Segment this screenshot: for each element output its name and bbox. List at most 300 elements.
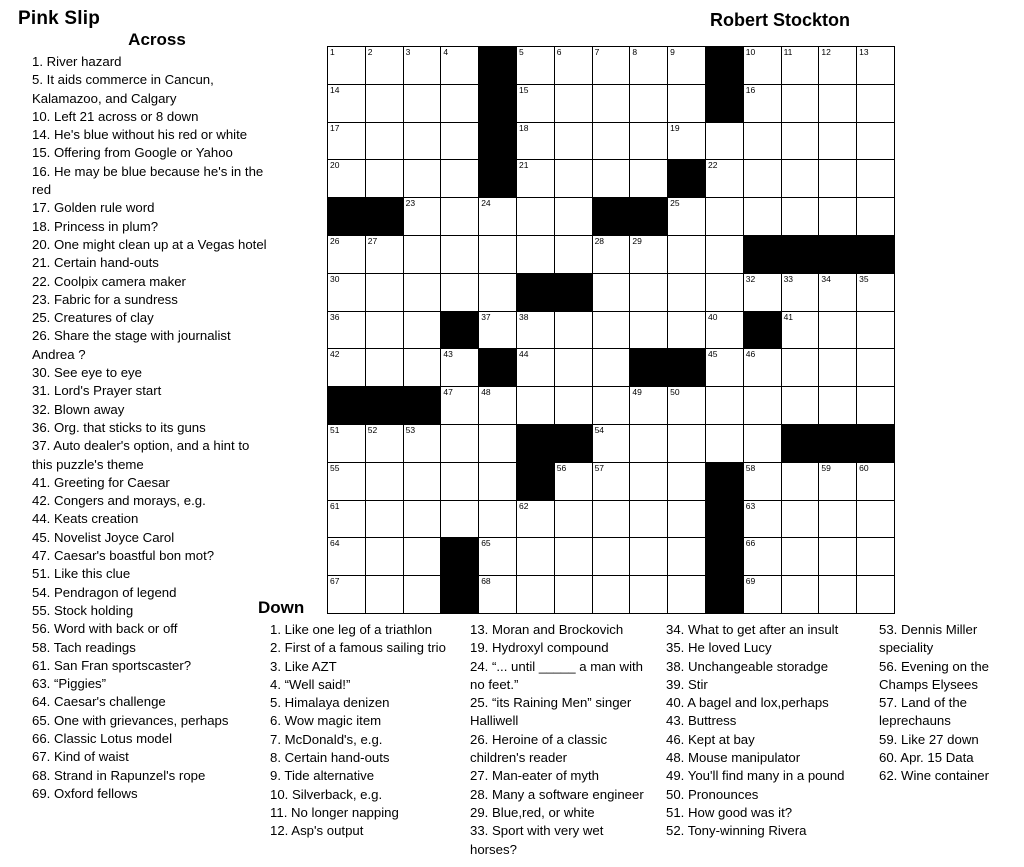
grid-cell[interactable]	[781, 538, 819, 576]
grid-cell-number: 17	[330, 122, 340, 133]
down-clue: 40. A bagel and lox,perhaps	[666, 695, 829, 711]
across-clue: 37. Auto dealer's option, and a hint to this puzzle's theme	[32, 438, 250, 472]
grid-cell[interactable]	[819, 500, 857, 538]
grid-cell[interactable]	[516, 311, 554, 349]
grid-cell[interactable]	[403, 235, 441, 273]
grid-cell[interactable]	[668, 273, 706, 311]
grid-cell[interactable]	[441, 349, 479, 387]
grid-cell[interactable]	[328, 273, 366, 311]
across-clue: 1. River hazard	[32, 54, 122, 69]
grid-cell-number: 40	[707, 311, 718, 322]
grid-cell[interactable]	[781, 500, 819, 538]
grid-cell[interactable]	[819, 387, 857, 425]
grid-cell[interactable]	[516, 500, 554, 538]
grid-cell[interactable]	[365, 235, 403, 273]
grid-cell[interactable]	[743, 84, 781, 122]
grid-cell-number: 68	[481, 576, 491, 587]
grid-cell-number: 20	[330, 160, 340, 171]
down-clue: 59. Like 27 down	[879, 731, 979, 747]
grid-cell[interactable]	[857, 198, 895, 236]
down-clue: 56. Evening on the Champs Elysees	[879, 658, 989, 692]
grid-cell[interactable]	[328, 424, 366, 462]
down-clue: 43. Buttress	[666, 713, 737, 729]
across-clue: 22. Coolpix camera maker	[32, 273, 186, 289]
down-clue: 5. Himalaya denizen	[270, 695, 390, 711]
grid-block-cell	[705, 462, 743, 500]
grid-block-cell	[479, 122, 517, 160]
grid-cell-number: 33	[783, 273, 794, 284]
grid-block-cell	[781, 235, 819, 273]
grid-cell[interactable]	[479, 311, 517, 349]
grid-cell[interactable]	[592, 235, 630, 273]
across-clue: 14. He's blue without his red or white	[32, 127, 248, 143]
grid-cell[interactable]	[516, 47, 554, 85]
across-clue: 36. Org. that sticks to its guns	[32, 419, 206, 435]
grid-cell-number: 16	[745, 84, 756, 95]
grid-cell-number: 32	[745, 273, 756, 284]
grid-cell[interactable]	[479, 462, 517, 500]
grid-cell[interactable]	[479, 500, 517, 538]
down-clue: 25. “its Raining Men” singer Halliwell	[470, 695, 632, 729]
grid-cell[interactable]	[516, 198, 554, 236]
grid-cell[interactable]	[819, 160, 857, 198]
grid-cell[interactable]	[403, 311, 441, 349]
grid-block-cell	[743, 235, 781, 273]
across-clue: 44. Keats creation	[32, 511, 139, 527]
grid-cell[interactable]	[441, 198, 479, 236]
grid-cell[interactable]	[328, 84, 366, 122]
grid-cell[interactable]	[403, 462, 441, 500]
grid-cell-number: 53	[405, 424, 416, 435]
down-clue: 33. Sport with very wet horses?	[470, 823, 604, 857]
grid-cell[interactable]	[403, 538, 441, 576]
grid-cell-number: 62	[518, 500, 529, 511]
grid-cell[interactable]	[668, 500, 706, 538]
grid-cell-number: 47	[443, 387, 453, 398]
down-clue: 57. Land of the leprechauns	[879, 695, 967, 729]
grid-cell[interactable]	[592, 311, 630, 349]
grid-cell[interactable]	[630, 500, 668, 538]
grid-cell[interactable]	[516, 538, 554, 576]
grid-cell-number: 10	[745, 47, 756, 57]
grid-row	[328, 47, 895, 85]
grid-cell[interactable]	[630, 47, 668, 85]
grid-cell[interactable]	[668, 84, 706, 122]
grid-cell[interactable]	[668, 122, 706, 160]
grid-cell[interactable]	[857, 387, 895, 425]
grid-cell[interactable]	[592, 462, 630, 500]
grid-cell[interactable]	[668, 198, 706, 236]
grid-cell[interactable]	[365, 424, 403, 462]
grid-cell[interactable]	[630, 84, 668, 122]
grid-cell[interactable]	[857, 349, 895, 387]
grid-cell[interactable]	[554, 160, 592, 198]
grid-cell[interactable]	[441, 122, 479, 160]
grid-cell[interactable]	[743, 538, 781, 576]
grid-row	[328, 160, 895, 198]
grid-cell-number: 14	[330, 84, 340, 95]
down-clues-section	[258, 598, 1018, 859]
grid-cell[interactable]	[592, 500, 630, 538]
across-clue: 5. It aids commerce in Cancun, Kalamazoo, and Calgary	[32, 72, 214, 106]
down-clue: 60. Apr. 15 Data	[879, 750, 974, 766]
grid-cell[interactable]	[705, 235, 743, 273]
grid-cell[interactable]	[441, 500, 479, 538]
grid-cell-number: 13	[859, 47, 869, 57]
grid-cell[interactable]	[403, 160, 441, 198]
grid-cell[interactable]	[403, 500, 441, 538]
grid-cell[interactable]	[592, 160, 630, 198]
grid-cell[interactable]	[441, 462, 479, 500]
grid-cell-number: 25	[670, 198, 680, 209]
grid-cell[interactable]	[365, 122, 403, 160]
grid-cell-number: 42	[330, 349, 340, 360]
down-clue: 46. Kept at bay	[666, 731, 755, 747]
grid-block-cell	[479, 160, 517, 198]
grid-cell[interactable]	[516, 387, 554, 425]
grid-cell[interactable]	[630, 160, 668, 198]
down-clue: 51. How good was it?	[666, 804, 793, 820]
down-clue: 7. McDonald's, e.g.	[270, 731, 383, 747]
grid-cell-number: 58	[745, 462, 756, 473]
across-clue: 66. Classic Lotus model	[32, 730, 173, 746]
grid-cell[interactable]	[479, 235, 517, 273]
grid-cell[interactable]	[743, 387, 781, 425]
grid-cell[interactable]	[328, 47, 366, 85]
grid-cell[interactable]	[857, 538, 895, 576]
grid-cell[interactable]	[516, 235, 554, 273]
grid-cell[interactable]	[403, 273, 441, 311]
grid-cell[interactable]	[857, 500, 895, 538]
grid-cell[interactable]	[781, 349, 819, 387]
grid-row	[328, 84, 895, 122]
grid-cell[interactable]	[743, 198, 781, 236]
grid-cell[interactable]	[441, 84, 479, 122]
grid-cell[interactable]	[554, 235, 592, 273]
grid-cell-number: 48	[481, 387, 491, 398]
grid-cell[interactable]	[857, 462, 895, 500]
grid-row	[328, 462, 895, 500]
grid-block-cell	[479, 349, 517, 387]
down-clue: 19. Hydroxyl compound	[470, 640, 609, 656]
grid-cell[interactable]	[441, 387, 479, 425]
grid-cell[interactable]	[857, 160, 895, 198]
grid-cell[interactable]	[819, 538, 857, 576]
grid-cell-number: 41	[783, 311, 794, 322]
grid-row	[328, 500, 895, 538]
grid-cell[interactable]	[781, 198, 819, 236]
grid-cell[interactable]	[630, 235, 668, 273]
grid-cell[interactable]	[781, 47, 819, 85]
grid-cell[interactable]	[668, 47, 706, 85]
grid-cell[interactable]	[668, 424, 706, 462]
grid-cell[interactable]	[365, 47, 403, 85]
across-clue: 55. Stock holding	[32, 602, 134, 618]
grid-block-cell	[705, 500, 743, 538]
grid-block-cell	[365, 387, 403, 425]
grid-cell[interactable]	[592, 273, 630, 311]
grid-cell[interactable]	[554, 122, 592, 160]
grid-cell[interactable]	[668, 462, 706, 500]
grid-cell[interactable]	[781, 387, 819, 425]
grid-cell[interactable]	[781, 311, 819, 349]
grid-cell[interactable]	[441, 424, 479, 462]
grid-cell[interactable]	[857, 122, 895, 160]
down-clue: 12. Asp's output	[270, 823, 364, 839]
down-clue: 1. Like one leg of a triathlon	[270, 622, 433, 637]
across-clue: 61. San Fran sportscaster?	[32, 657, 192, 673]
grid-block-cell	[441, 538, 479, 576]
grid-cell[interactable]	[365, 538, 403, 576]
grid-cell[interactable]	[857, 47, 895, 85]
grid-row	[328, 387, 895, 425]
across-clues-section	[18, 30, 268, 803]
grid-cell[interactable]	[705, 311, 743, 349]
grid-block-cell	[479, 47, 517, 85]
grid-cell-number: 55	[330, 462, 340, 473]
grid-cell[interactable]	[328, 122, 366, 160]
grid-block-cell	[554, 273, 592, 311]
grid-cell[interactable]	[705, 273, 743, 311]
grid-cell-number: 43	[443, 349, 453, 360]
grid-cell[interactable]	[328, 311, 366, 349]
grid-cell[interactable]	[705, 424, 743, 462]
grid-row	[328, 424, 895, 462]
grid-cell[interactable]	[630, 538, 668, 576]
grid-cell-number: 63	[745, 500, 756, 511]
grid-cell[interactable]	[479, 198, 517, 236]
grid-block-cell	[403, 387, 441, 425]
grid-cell[interactable]	[705, 160, 743, 198]
grid-cell[interactable]	[365, 84, 403, 122]
across-clue: 69. Oxford fellows	[32, 785, 138, 801]
grid-cell[interactable]	[554, 349, 592, 387]
grid-cell[interactable]	[705, 349, 743, 387]
grid-cell[interactable]	[857, 311, 895, 349]
grid-cell[interactable]	[592, 47, 630, 85]
grid-cell[interactable]	[403, 349, 441, 387]
down-clue: 49. You'll find many in a pound	[666, 768, 845, 784]
grid-cell-number: 26	[330, 235, 340, 246]
grid-cell-number: 46	[745, 349, 756, 360]
grid-cell[interactable]	[743, 462, 781, 500]
grid-cell[interactable]	[365, 160, 403, 198]
grid-cell[interactable]	[365, 462, 403, 500]
grid-cell[interactable]	[403, 122, 441, 160]
grid-cell[interactable]	[328, 349, 366, 387]
grid-cell[interactable]	[554, 538, 592, 576]
grid-cell[interactable]	[554, 84, 592, 122]
grid-cell[interactable]	[819, 349, 857, 387]
grid-cell[interactable]	[630, 424, 668, 462]
crossword-grid-table[interactable]	[327, 46, 895, 614]
grid-block-cell	[441, 311, 479, 349]
grid-cell[interactable]	[365, 500, 403, 538]
grid-row	[328, 122, 895, 160]
grid-cell[interactable]	[403, 47, 441, 85]
across-clue: 15. Offering from Google or Yahoo	[32, 145, 233, 161]
across-clue: 58. Tach readings	[32, 639, 136, 655]
grid-cell[interactable]	[668, 311, 706, 349]
grid-cell-number: 65	[481, 538, 491, 549]
grid-block-cell	[516, 462, 554, 500]
grid-cell[interactable]	[328, 160, 366, 198]
grid-cell-number: 2	[367, 47, 373, 57]
down-clue: 39. Stir	[666, 676, 708, 692]
grid-cell[interactable]	[592, 122, 630, 160]
grid-cell[interactable]	[630, 273, 668, 311]
grid-cell-number: 61	[330, 500, 340, 511]
grid-block-cell	[819, 235, 857, 273]
across-clue: 16. He may be blue because he's in the red	[32, 163, 264, 198]
grid-cell[interactable]	[781, 122, 819, 160]
grid-cell[interactable]	[781, 84, 819, 122]
grid-cell[interactable]	[441, 160, 479, 198]
across-clue: 31. Lord's Prayer start	[32, 383, 162, 399]
grid-cell[interactable]	[592, 424, 630, 462]
grid-cell[interactable]	[479, 273, 517, 311]
grid-cell-number: 67	[330, 576, 340, 587]
grid-cell[interactable]	[819, 198, 857, 236]
down-clue: 6. Wow magic item	[270, 713, 382, 729]
grid-cell[interactable]	[592, 84, 630, 122]
grid-cell[interactable]	[592, 387, 630, 425]
grid-cell-number: 60	[859, 462, 869, 473]
grid-block-cell	[781, 424, 819, 462]
grid-cell[interactable]	[630, 387, 668, 425]
grid-cell-number: 24	[481, 198, 491, 209]
across-clue: 32. Blown away	[32, 401, 125, 417]
grid-cell-number: 37	[481, 311, 491, 322]
down-clue-column	[258, 621, 458, 859]
grid-cell[interactable]	[743, 160, 781, 198]
grid-cell[interactable]	[819, 47, 857, 85]
grid-cell-number: 45	[707, 349, 718, 360]
grid-cell-number: 12	[821, 47, 831, 57]
grid-cell-number: 44	[518, 349, 529, 360]
grid-cell[interactable]	[819, 462, 857, 500]
grid-cell[interactable]	[743, 273, 781, 311]
grid-cell[interactable]	[554, 462, 592, 500]
grid-cell[interactable]	[857, 273, 895, 311]
grid-cell[interactable]	[630, 462, 668, 500]
across-clue: 64. Caesar's challenge	[32, 694, 166, 710]
grid-block-cell	[630, 349, 668, 387]
grid-cell[interactable]	[479, 538, 517, 576]
grid-cell[interactable]	[328, 538, 366, 576]
down-clue: 3. Like AZT	[270, 658, 337, 674]
grid-cell[interactable]	[743, 424, 781, 462]
grid-cell-number: 56	[556, 462, 567, 473]
down-clue: 28. Many a software engineer	[470, 786, 644, 802]
crossword-grid[interactable]	[327, 46, 895, 614]
grid-cell[interactable]	[403, 84, 441, 122]
across-clue: 42. Congers and morays, e.g.	[32, 493, 206, 509]
grid-cell[interactable]	[365, 311, 403, 349]
grid-cell[interactable]	[516, 122, 554, 160]
across-clue: 23. Fabric for a sundress	[32, 291, 178, 307]
grid-cell-number: 7	[594, 47, 600, 57]
grid-cell[interactable]	[819, 311, 857, 349]
grid-cell[interactable]	[819, 122, 857, 160]
grid-cell[interactable]	[441, 235, 479, 273]
grid-cell[interactable]	[668, 538, 706, 576]
grid-cell[interactable]	[441, 47, 479, 85]
grid-cell[interactable]	[554, 387, 592, 425]
grid-cell-number: 54	[594, 424, 605, 435]
grid-cell[interactable]	[479, 387, 517, 425]
grid-cell[interactable]	[781, 273, 819, 311]
grid-cell[interactable]	[554, 198, 592, 236]
grid-cell[interactable]	[403, 198, 441, 236]
down-clue: 50. Pronounces	[666, 786, 759, 802]
grid-cell[interactable]	[705, 122, 743, 160]
down-clue-column	[654, 621, 867, 859]
grid-cell[interactable]	[781, 160, 819, 198]
down-clue: 35. He loved Lucy	[666, 640, 772, 656]
grid-cell[interactable]	[592, 349, 630, 387]
grid-cell[interactable]	[668, 235, 706, 273]
grid-cell[interactable]	[554, 311, 592, 349]
grid-cell[interactable]	[743, 500, 781, 538]
grid-cell[interactable]	[479, 424, 517, 462]
grid-cell[interactable]	[365, 273, 403, 311]
across-clue: 67. Kind of waist	[32, 749, 129, 765]
grid-block-cell	[554, 424, 592, 462]
grid-cell-number: 9	[670, 47, 675, 57]
grid-cell-number: 1	[330, 47, 335, 57]
grid-cell-number: 59	[821, 462, 831, 473]
across-clue: 65. One with grievances, perhaps	[32, 712, 229, 728]
grid-cell[interactable]	[819, 273, 857, 311]
grid-cell[interactable]	[403, 424, 441, 462]
grid-cell[interactable]	[516, 349, 554, 387]
grid-cell[interactable]	[554, 47, 592, 85]
down-clue: 34. What to get after an insult	[666, 622, 839, 637]
grid-block-cell	[857, 424, 895, 462]
grid-cell[interactable]	[857, 84, 895, 122]
grid-cell[interactable]	[668, 387, 706, 425]
grid-cell[interactable]	[630, 122, 668, 160]
across-clue: 63. “Piggies”	[32, 676, 107, 692]
across-clue: 30. See eye to eye	[32, 365, 142, 381]
grid-cell[interactable]	[516, 160, 554, 198]
grid-cell[interactable]	[365, 349, 403, 387]
grid-cell[interactable]	[705, 387, 743, 425]
grid-cell-number: 21	[518, 160, 529, 171]
grid-cell[interactable]	[328, 462, 366, 500]
grid-block-cell	[819, 424, 857, 462]
grid-cell[interactable]	[592, 538, 630, 576]
across-clue: 41. Greeting for Caesar	[32, 474, 170, 490]
down-clue-column	[867, 621, 1017, 859]
grid-cell[interactable]	[328, 500, 366, 538]
grid-cell[interactable]	[743, 122, 781, 160]
grid-cell[interactable]	[328, 235, 366, 273]
grid-cell[interactable]	[743, 349, 781, 387]
grid-cell[interactable]	[516, 84, 554, 122]
grid-cell[interactable]	[441, 273, 479, 311]
grid-cell[interactable]	[819, 84, 857, 122]
down-clue: 10. Silverback, e.g.	[270, 786, 383, 802]
grid-cell[interactable]	[743, 47, 781, 85]
grid-cell[interactable]	[705, 198, 743, 236]
grid-cell[interactable]	[630, 311, 668, 349]
grid-cell-number: 4	[443, 47, 449, 57]
across-clue: 26. Share the stage with journalist Andrea ?	[32, 328, 231, 362]
grid-cell[interactable]	[554, 500, 592, 538]
grid-cell[interactable]	[781, 462, 819, 500]
